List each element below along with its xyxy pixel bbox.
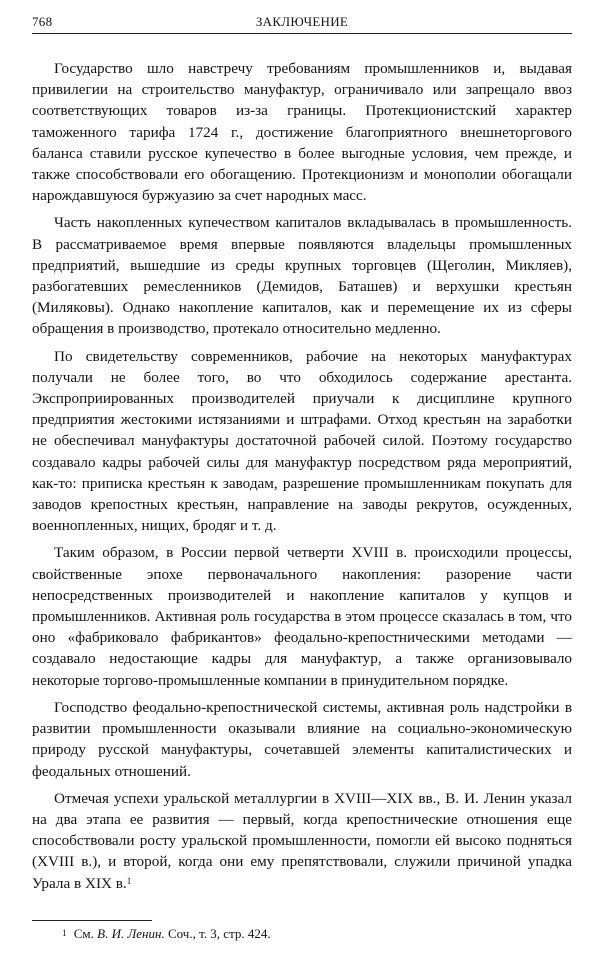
paragraph-3: По свидетельству современников, рабочие на некоторых мануфактурах получали не более того, во что обходилось содержание арестанта. Экспроприированных производителей приучали к дисциплине крупного предприятия жестокими истязаниями и штрафами. Отход крестьян на заработки не обеспечивал мануфактуры достаточной рабочей силой. Поэтому государство создавало кадры рабочей силы для мануфактур посредством ряда мероприятий, как-то: приписка крестьян к заводам, разрешение промышленникам покупать для заводов крепостных крестьян, направление на заводы рекрутов, осужденных, военнопленных, нищих, бродяг и т. д. [32, 347, 572, 535]
paragraph-5: Господство феодально-крепостнической системы, активная роль надстройки в развитии промышленности оказывали влияние на социально-экономическую природу русской мануфактуры, сочетавшей элементы капиталистических и феодальных отношений. [32, 698, 572, 780]
footnote-marker: 1 [62, 927, 67, 938]
paragraph-1: Государство шло навстречу требованиям промышленников и, выдавая привилегии на строительство мануфактур, ограничивало или запрещало ввоз соответствующих товаров из-за границы. Протекционистский характер таможенного тарифа 1724 г., достижение благоприятного внешнеторгового баланса ставили русское купечество в более выгодные условия, чем прежде, и также способствовали его обогащению. Протекционизм и монополии обогащали нарождавшуюся буржуазию за счет народных масс. [32, 60, 572, 205]
paragraph-4: Таким образом, в России первой четверти XVIII в. происходили процессы, свойственные эпохе первоначального накопления: разорение части непосредственных производителей и накопление капиталов у купцов и промышленников. Активная роль государства в этом процессе сказалась в том, что оно «фабриковало фабрикантов» феодально-крепостническими методами — создавало недостающие кадры для мануфактур, а также организовывало некоторые торгово-промышленные компании в принудительном порядке. [32, 544, 572, 689]
running-title: ЗАКЛЮЧЕНИЕ [255, 14, 349, 29]
page [32, 14, 572, 943]
footnote-author: В. И. Ленин. [97, 925, 165, 941]
page-header [32, 14, 572, 34]
page-number: 768 [32, 14, 53, 29]
paragraph-6 [32, 788, 572, 894]
paragraph-2: Часть накопленных купечеством капиталов вкладывалась в промышленность. В рассматриваемое время впервые появляются владельцы промышленных предприятий, вышедшие из среды крупных торговцев (Щеголин, Микляев), разбогатевших ремесленников (Демидов, Баташев) и верхушки крестьян (Миляковы). Однако накопление капиталов, как и перемещение их из сферы обращения в производство, протекало относительно медленно. [32, 214, 572, 338]
body-text [32, 58, 572, 894]
footnote-rule [32, 920, 152, 921]
footnote-prefix: См. [73, 925, 94, 941]
header-rule [32, 33, 572, 34]
footnote-citation: Соч., т. 3, стр. 424. [167, 925, 271, 941]
footnote-reference[interactable]: 1 [126, 875, 132, 886]
paragraph-6-text: Отмечая успехи уральской металлургии в XVIII—XIX вв., В. И. Ленин указал на два этапа ее развития — первый, когда крепостнические отношения еще способствовали росту уральской промышленности, помогли ей высоко подняться (XVIII в.), и второй, когда они ему препятствовали, служили причиной упадка Урала в XIX в. [32, 789, 572, 892]
footnote [32, 925, 572, 943]
